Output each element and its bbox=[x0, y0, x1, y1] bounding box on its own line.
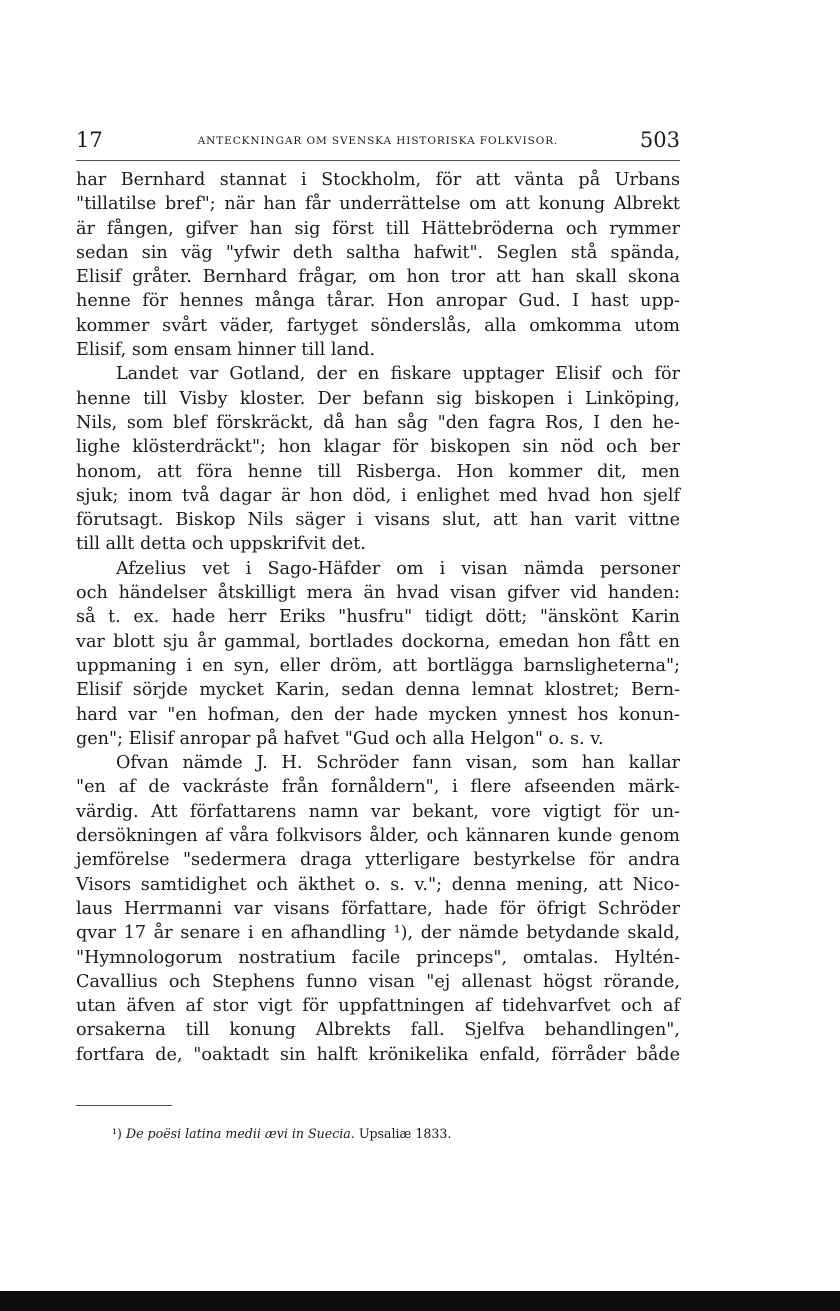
text-line: Elisif, som ensam hinner till land. bbox=[76, 340, 376, 361]
text-line: uppmaning i en syn, eller dröm, att bortlägga barnsligheterna"; bbox=[76, 655, 680, 676]
text-line: förutsagt. Biskop Nils säger i visans slut, att han varit vittne bbox=[76, 510, 680, 531]
text-line: gen"; Elisif anropar på hafvet "Gud och alla Helgon" o. s. v. bbox=[76, 728, 604, 749]
text-line: värdig. Att författarens namn var bekant, vore vigtigt för un- bbox=[76, 801, 680, 822]
footnote-marker: ¹) bbox=[112, 1126, 122, 1141]
text-line: jemförelse "sedermera draga ytterligare bestyrkelse för andra bbox=[76, 850, 680, 871]
footnote-title: De poësi latina medii ævi in Suecia. bbox=[125, 1126, 355, 1141]
text-line: Afzelius vet i Sago-Häfder om i visan nämda personer bbox=[116, 558, 680, 579]
footnote bbox=[112, 1126, 451, 1141]
text-line: orsakerna till konung Albrekts fall. Sjelfva behandlingen", bbox=[76, 1020, 680, 1041]
footnote-rule bbox=[76, 1105, 172, 1106]
text-line: hard var "en hofman, den der hade mycken ynnest hos konun- bbox=[76, 704, 680, 725]
text-line: sjuk; inom två dagar är hon död, i enlighet med hvad hon sjelf bbox=[76, 485, 680, 506]
text-line: qvar 17 år senare i en afhandling ¹), der nämde betydande skald, bbox=[76, 923, 680, 944]
text-line: fortfara de, "oaktadt sin halft krönikelika enfald, förråder både bbox=[76, 1044, 680, 1065]
text-line: så t. ex. hade herr Eriks "husfru" tidigt dött; "änskönt Karin bbox=[76, 607, 680, 628]
running-title: ANTECKNINGAR OM SVENSKA HISTORISKA FOLKVISOR. bbox=[197, 135, 559, 147]
text-line: Landet var Gotland, der en fiskare upptager Elisif och för bbox=[116, 364, 680, 385]
scan-edge-bar bbox=[0, 1291, 840, 1311]
body-text bbox=[76, 168, 680, 1067]
page-number: 503 bbox=[639, 128, 680, 152]
footnote-place-year: Upsaliæ 1833. bbox=[358, 1126, 452, 1141]
text-line: laus Herrmanni var visans författare, hade för öfrigt Schröder bbox=[76, 898, 680, 919]
header-rule bbox=[76, 160, 680, 161]
text-line: henne för hennes många tårar. Hon anropar Gud. I hast upp- bbox=[76, 291, 680, 312]
text-line: Cavallius och Stephens funno visan "ej allenast högst rörande, bbox=[76, 971, 680, 992]
text-line: Visors samtidighet och äkthet o. s. v."; denna mening, att Nico- bbox=[76, 874, 680, 895]
text-line: lighe klösterdräckt"; hon klagar för biskopen sin nöd och ber bbox=[76, 437, 680, 458]
running-header bbox=[76, 128, 680, 154]
text-line: "Hymnologorum nostratium facile princeps", omtalas. Hyltén- bbox=[76, 947, 680, 968]
text-line: henne till Visby kloster. Der befann sig biskopen i Linköping, bbox=[76, 388, 680, 409]
text-line: Nils, som blef förskräckt, då han såg "den fagra Ros, I den he- bbox=[76, 412, 680, 433]
text-line: Elisif sörjde mycket Karin, sedan denna lemnat klostret; Bern- bbox=[76, 680, 680, 701]
text-line: är fången, gifver han sig först till Hättebröderna och rymmer bbox=[76, 218, 680, 239]
text-line: kommer svårt väder, fartyget sönderslås, alla omkomma utom bbox=[76, 315, 680, 336]
text-line: "en af de vackráste från fornåldern", i flere afseenden märk- bbox=[76, 777, 680, 798]
text-line: har Bernhard stannat i Stockholm, för att vänta på Urbans bbox=[76, 170, 680, 190]
text-line: honom, att föra henne till Risberga. Hon kommer dit, men bbox=[76, 461, 680, 482]
text-line: utan äfven af stor vigt för uppfattningen af tidehvarfvet och af bbox=[76, 996, 680, 1017]
text-line: var blott sju år gammal, bortlades dockorna, emedan hon fått en bbox=[76, 631, 680, 652]
text-line: till allt detta och uppskrifvit det. bbox=[76, 534, 366, 555]
text-line: sedan sin väg "yfwir deth saltha hafwit". Seglen stå spända, bbox=[76, 242, 680, 263]
page-signature: 17 bbox=[76, 128, 103, 152]
text-line: Elisif gråter. Bernhard frågar, om hon tror att han skall skona bbox=[76, 267, 680, 288]
text-line: dersökningen af våra folkvisors ålder, och kännaren kunde genom bbox=[76, 826, 680, 847]
text-line: och händelser åtskilligt mera än hvad visan gifver vid handen: bbox=[76, 583, 680, 604]
text-line: Ofvan nämde J. H. Schröder fann visan, som han kallar bbox=[116, 753, 680, 774]
text-line: "tillatilse bref"; när han får underrättelse om att konung Albrekt bbox=[76, 194, 680, 215]
